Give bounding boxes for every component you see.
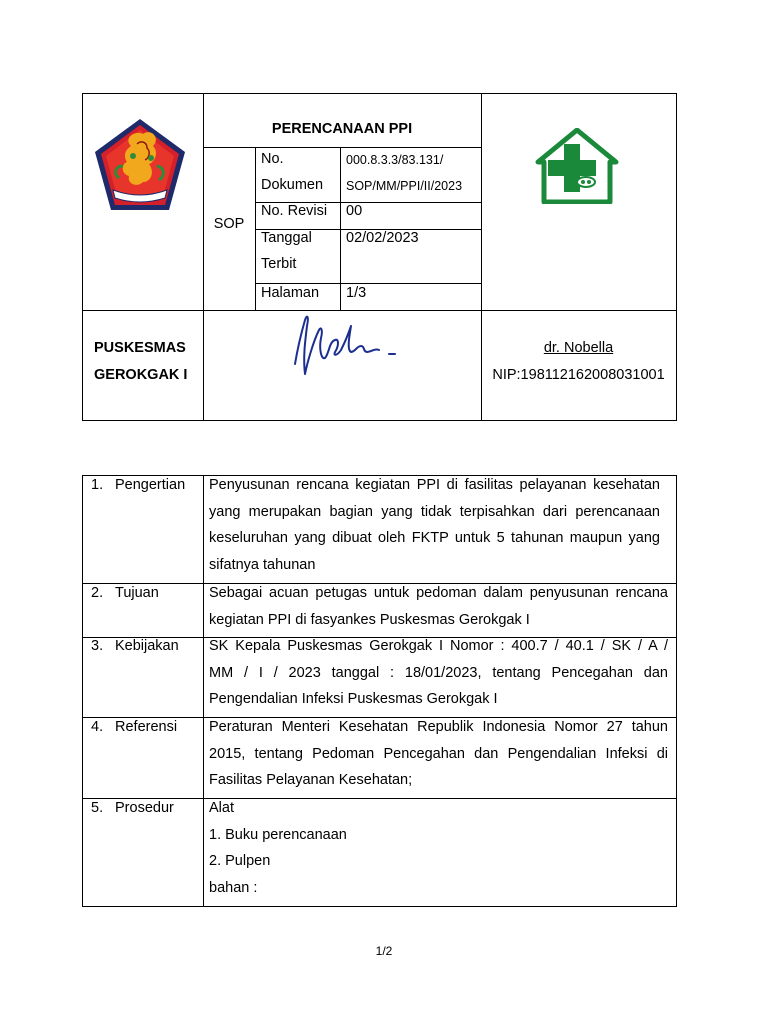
section-label: Pengertian bbox=[115, 477, 186, 493]
halaman-value: 1/3 bbox=[346, 285, 367, 301]
buleleng-emblem-icon bbox=[93, 116, 188, 216]
section-body: Penyusunan rencana kegiatan PPI di fasilitas pelayanan kesehatan yang merupakan bagian yang tidak terpisahkan dari perencanaan keseluruhan yang dibuat oleh FKTP untuk 5 tahunan maupun yang sifatnya tahunan bbox=[209, 477, 660, 574]
no-revisi-label: No. Revisi bbox=[261, 203, 328, 219]
section-label: Referensi bbox=[115, 719, 178, 735]
section-number: 2. bbox=[91, 585, 104, 601]
puskesmas-logo-icon bbox=[534, 128, 620, 204]
organization-name: PUSKESMAS GEROKGAK I bbox=[94, 340, 188, 383]
no-revisi-value: 00 bbox=[346, 203, 363, 219]
sop-header-table bbox=[82, 93, 677, 421]
section-label: Kebijakan bbox=[115, 638, 179, 654]
no-dokumen-label: No. Dokumen bbox=[261, 151, 324, 193]
section-label: Prosedur bbox=[115, 800, 174, 816]
signature-icon bbox=[283, 312, 403, 384]
signer-name: dr. Nobella bbox=[543, 340, 614, 356]
page-number: 1/2 bbox=[375, 944, 393, 958]
no-dokumen-value: 000.8.3.3/83.131/ SOP/MM/PPI/II/2023 bbox=[346, 153, 463, 193]
section-body: Peraturan Menteri Kesehatan Republik Indonesia Nomor 27 tahun 2015, tentang Pedoman Pencegahan dan Pengendalian Infeksi di Fasilitas Pelayanan Kesehatan; bbox=[209, 719, 668, 789]
section-body: Sebagai acuan petugas untuk pedoman dalam penyusunan rencana kegiatan PPI di fasyankes Puskesmas Gerokgak I bbox=[209, 585, 668, 628]
tanggal-terbit-value: 02/02/2023 bbox=[346, 230, 419, 246]
sop-label: SOP bbox=[213, 216, 245, 232]
section-label: Tujuan bbox=[115, 585, 159, 601]
document-title: PERENCANAAN PPI bbox=[271, 121, 413, 137]
section-body: SK Kepala Puskesmas Gerokgak I Nomor : 400.7 / 40.1 / SK / A / MM / I / 2023 tanggal : 18/01/2023, tentang Pencegahan dan Pengendalian Infeksi Puskesmas Gerokgak I bbox=[209, 638, 668, 708]
section-number: 1. bbox=[91, 477, 104, 493]
halaman-label: Halaman bbox=[261, 285, 320, 301]
signer-nip: NIP:198112162008031001 bbox=[492, 367, 665, 383]
sop-content-table bbox=[82, 475, 677, 907]
section-number: 4. bbox=[91, 719, 104, 735]
tanggal-terbit-label: Tanggal Terbit bbox=[261, 230, 312, 272]
section-body: Alat 1. Buku perencanaan 2. Pulpen bahan : bbox=[209, 800, 347, 897]
section-number: 5. bbox=[91, 800, 104, 816]
section-number: 3. bbox=[91, 638, 104, 654]
